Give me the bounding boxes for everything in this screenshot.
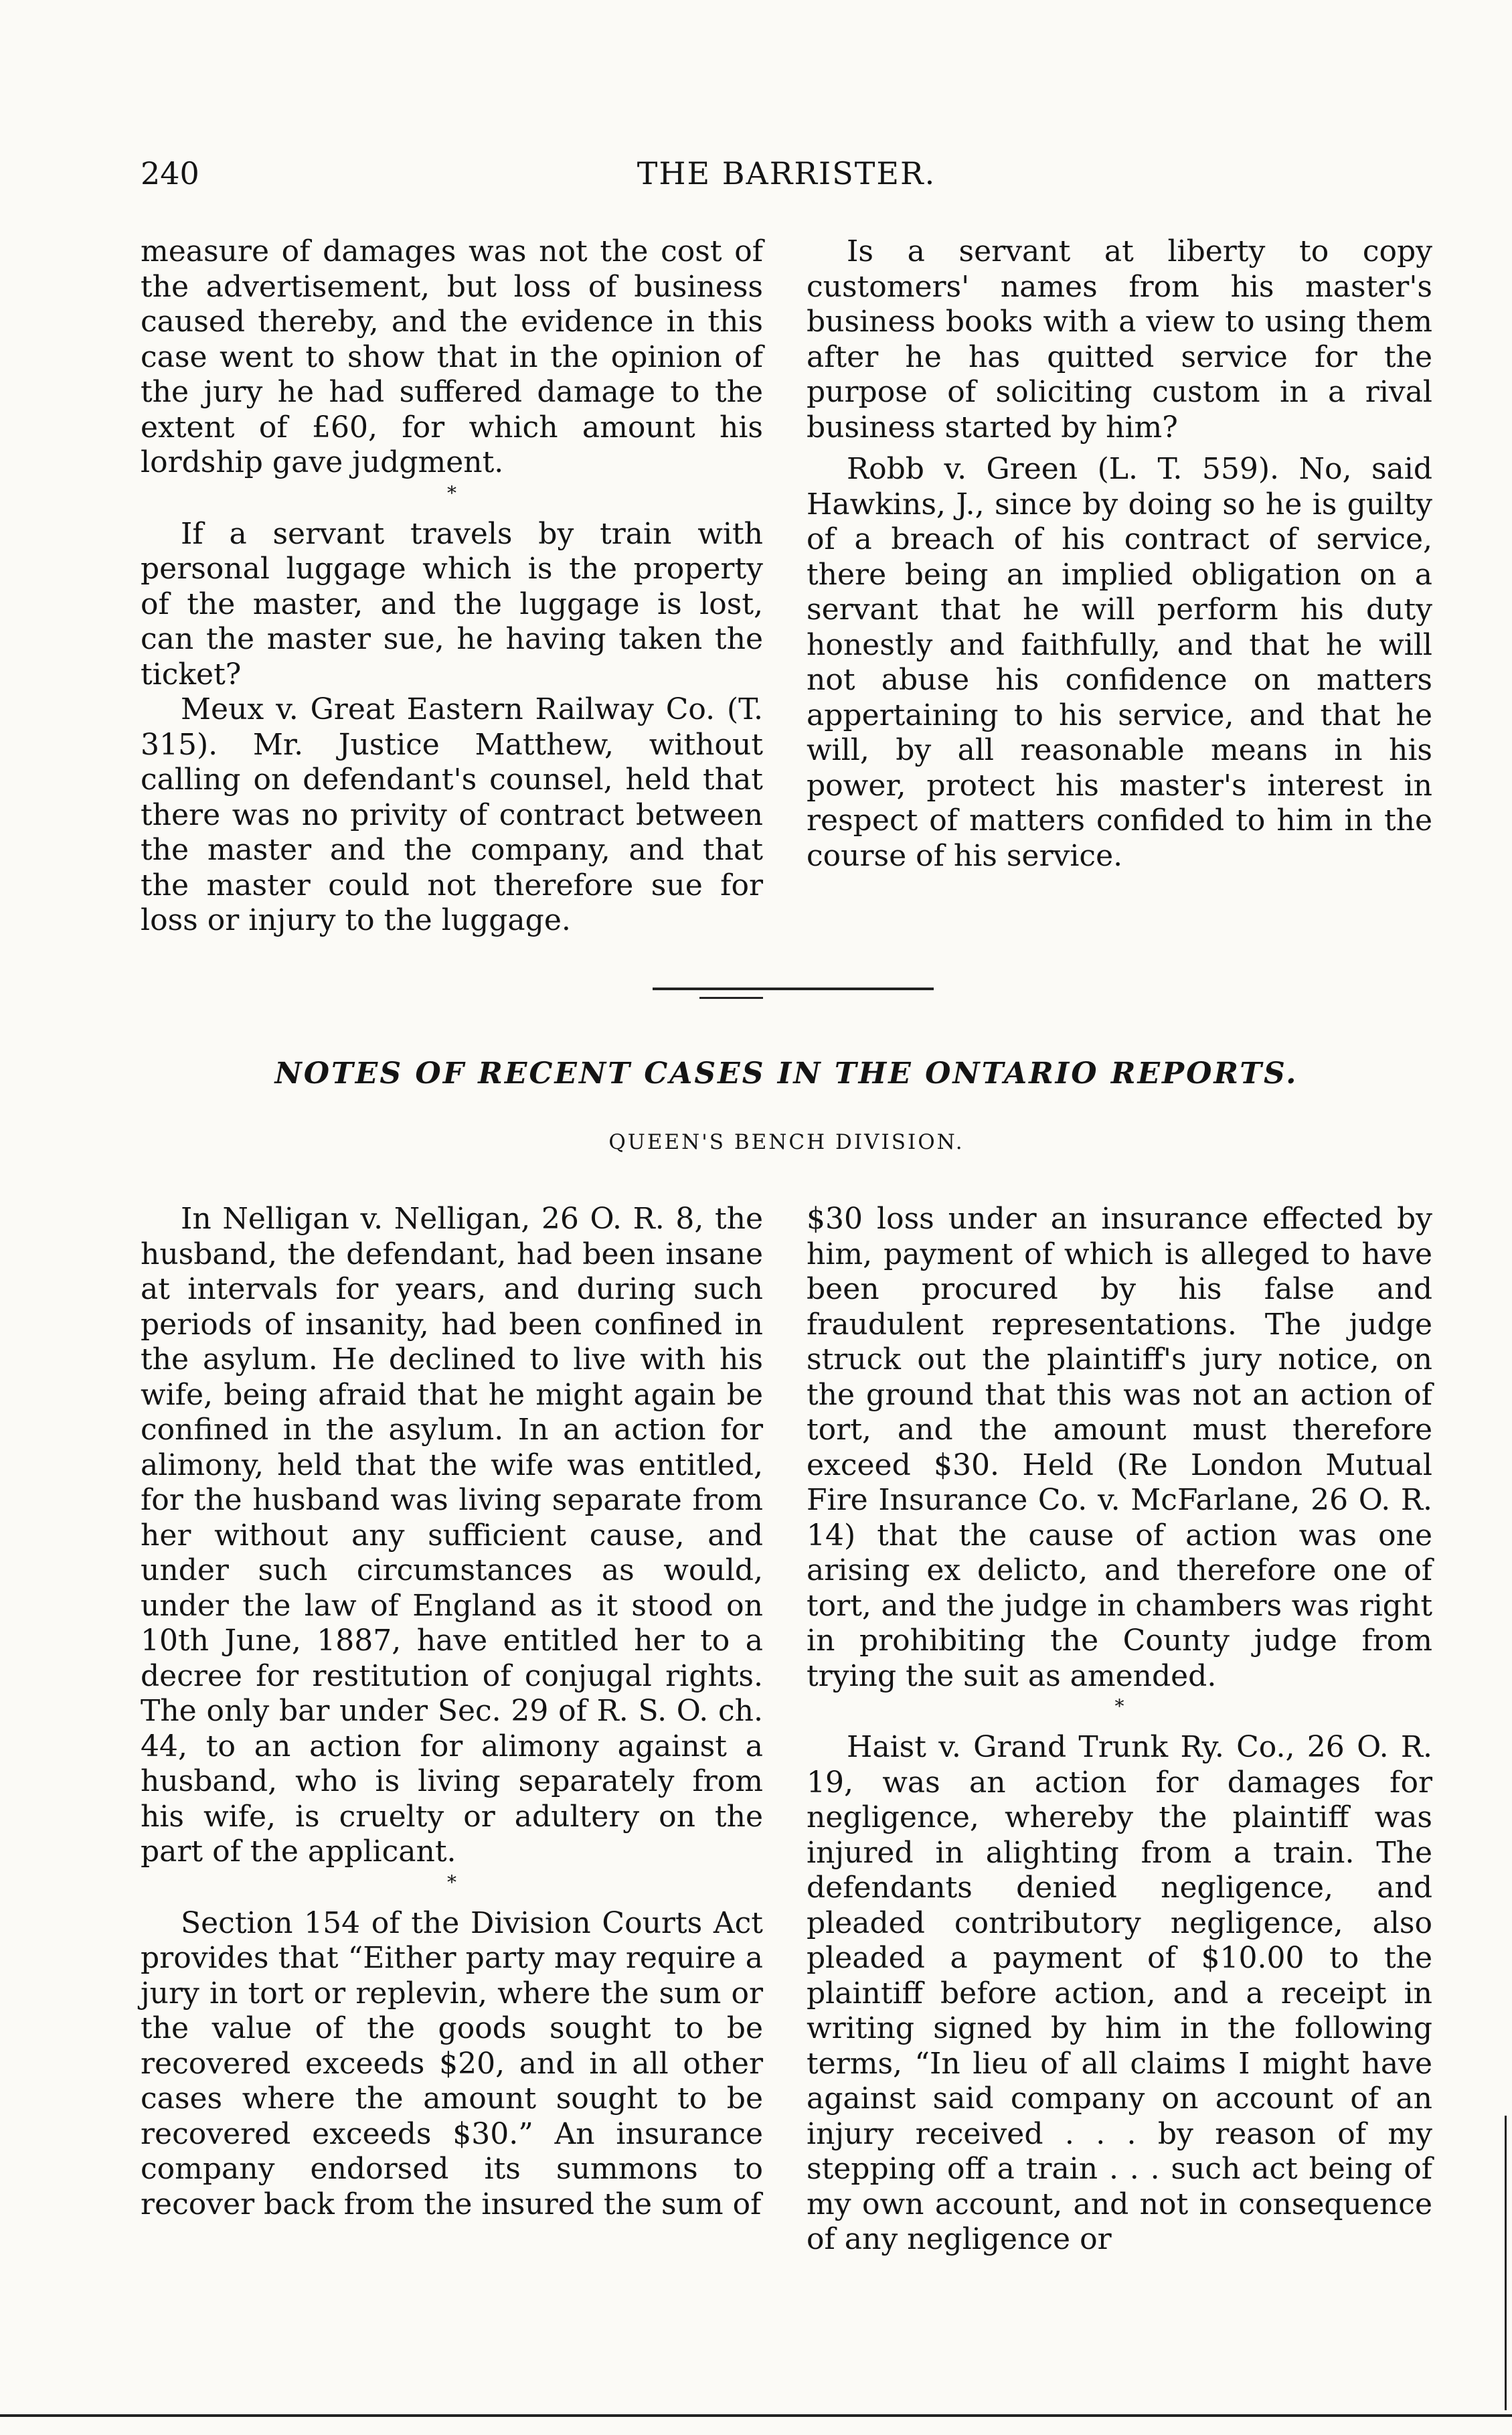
page-number: 240 bbox=[141, 155, 199, 191]
section-star-separator: * bbox=[447, 481, 456, 504]
page-bottom-rule bbox=[0, 2414, 1512, 2417]
running-head: THE BARRISTER. bbox=[637, 155, 936, 191]
section-title: NOTES OF RECENT CASES IN THE ONTARIO REPORTS. bbox=[274, 1056, 1298, 1091]
paragraph-haist-case: Haist v. Grand Trunk Ry. Co., 26 O. R. 19, was an action for damages for negligence, whereby the plaintiff was injured in alighting from a train. The defendants denied negligence, and pleaded contributory negligence, also pleaded a payment of $10.00 to the plaintiff before action, and a receipt in writing signed by him in the following terms, “In lieu of all claims I might have against said company on account of an injury received . . . by reason of my stepping off a train . . . such act being of my own account, and not in consequence of any negligence or bbox=[807, 1730, 1432, 2256]
paragraph-nelligan-case: In Nelligan v. Nelligan, 26 O. R. 8, the husband, the defendant, had been insane at intervals for years, and during such periods of insanity, had been confined in the asylum. He declined to live with his wife, being afraid that he might again be confined in the asylum. In an action for alimony, held that the wife was entitled, for the husband was living separate from her without any sufficient cause, and under such circumstances as would, under the law of England as it stood on 10th June, 1887, have entitled her to a decree for restitution of conjugal rights. The only bar under Sec. 29 of R. S. O. ch. 44, to an action for alimony against a husband, who is living separately from his wife, is cruelty or adultery on the part of the applicant. bbox=[141, 1202, 763, 1869]
section-divider-short-rule bbox=[699, 997, 763, 999]
paragraph-robb-v-green: Robb v. Green (L. T. 559). No, said Hawkins, J., since by doing so he is guilty of a breach of his contract of service, there being an implied obligation on a servant that he will perform his duty honestly and faithfully, and that he will not abuse his confidence on matters appertaining to his service, and that he will, by all reasonable means in his power, protect his master's interest in respect of matters confided to him in the course of his service. bbox=[807, 452, 1432, 873]
paragraph-meux-case: Meux v. Great Eastern Railway Co. (T. 315). Mr. Justice Matthew, without calling on defendant's counsel, held that there was no privity of contract between the master and the company, and that the master could not therefore sue for loss or injury to the luggage. bbox=[141, 692, 763, 937]
paragraph-gap bbox=[807, 445, 1432, 452]
page-header bbox=[141, 155, 1432, 202]
top-right-column bbox=[807, 234, 1432, 874]
page-edge-mark bbox=[1505, 2116, 1507, 2410]
paragraph-servant-copy-question: Is a servant at liberty to copy customers' names from his master's business books with a view to using them after he has quitted service for the purpose of soliciting custom in a rival business started by him? bbox=[807, 234, 1432, 445]
bottom-right-column bbox=[807, 1202, 1432, 2258]
bottom-left-column bbox=[141, 1202, 763, 2222]
division-title: QUEEN'S BENCH DIVISION. bbox=[608, 1130, 964, 1154]
paragraph-division-courts-act: Section 154 of the Division Courts Act provides that “Either party may require a jury in tort or replevin, where the sum or the value of the goods sought to be recovered exceeds $20, and in all other cases where the amount sought to be recovered exceeds $30.” An insurance company endorsed its summons to recover back from the insured the sum of bbox=[141, 1905, 763, 2221]
paragraph-damages-continued: measure of damages was not the cost of the advertisement, but loss of business caused thereby, and the evidence in this case went to show that in the opinion of the jury he had suffered damage to the extent of £60, for which amount his lordship gave judgment. bbox=[141, 234, 763, 479]
paragraph-servant-luggage-question: If a servant travels by train with personal luggage which is the property of the master, and the luggage is lost, can the master sue, he having taken the ticket? bbox=[141, 516, 763, 692]
top-left-column bbox=[141, 234, 763, 939]
section-star-separator: * bbox=[1114, 1695, 1124, 1717]
paragraph-insurance-continued: $30 loss under an insurance effected by him, payment of which is alleged to have been procured by his false and fraudulent representations. The judge struck out the plaintiff's jury notice, on the ground that this was not an action of tort, and the amount must therefore exceed $30. Held (Re London Mutual Fire Insurance Co. v. McFarlane, 26 O. R. 14) that the cause of action was one arising ex delicto, and therefore one of tort, and the judge in chambers was right in prohibiting the County judge from trying the suit as amended. bbox=[807, 1202, 1432, 1693]
section-divider-rule bbox=[653, 988, 934, 990]
section-star-separator: * bbox=[447, 1871, 456, 1893]
